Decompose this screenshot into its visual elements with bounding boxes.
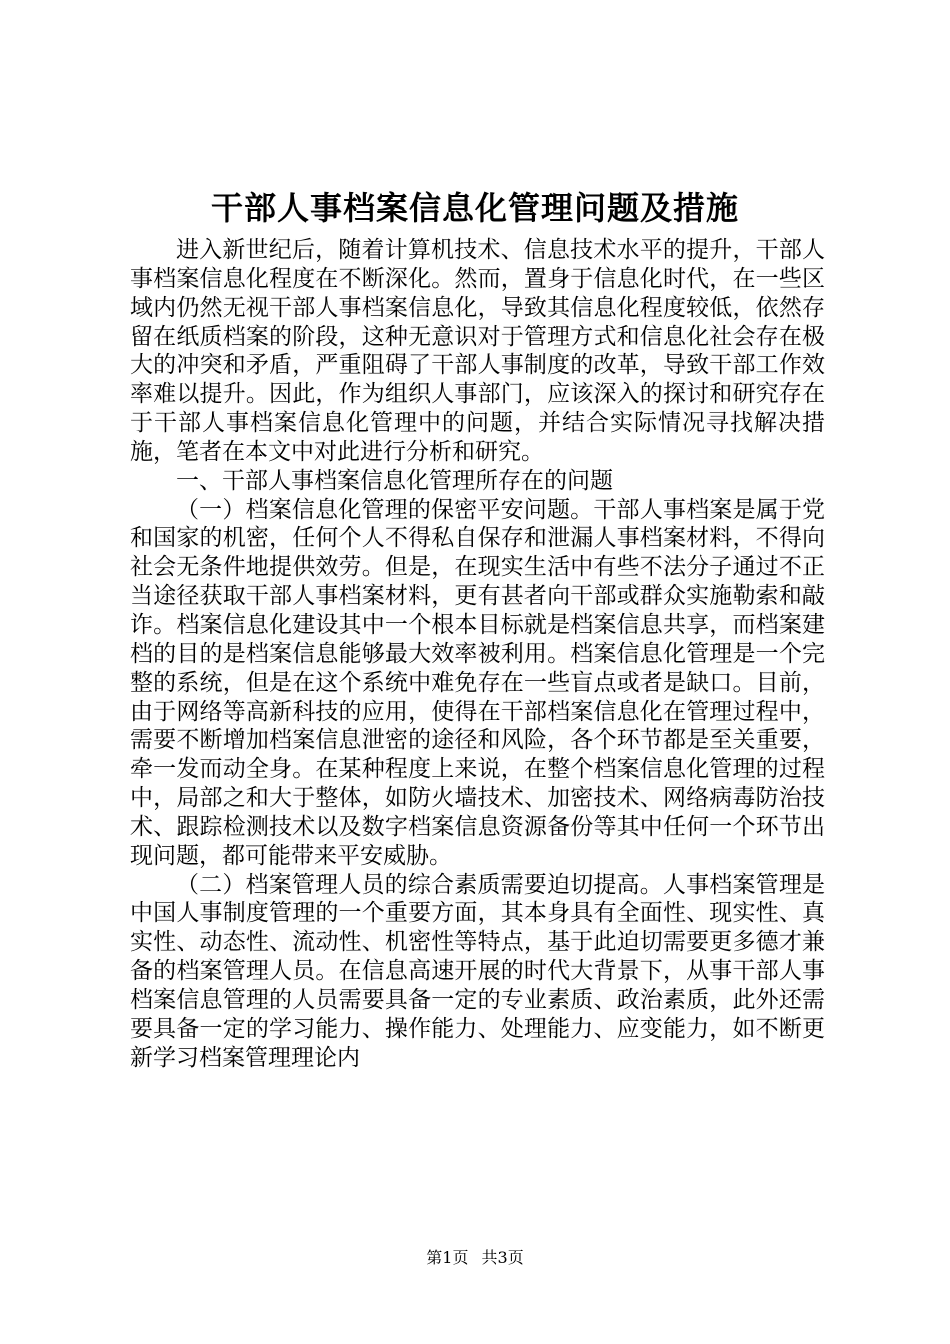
page-footer: [0, 1245, 950, 1268]
document-body: [130, 236, 825, 1072]
paragraph-staff-quality: （二）档案管理人员的综合素质需要迫切提高。人事档案管理是中国人事制度管理的一个重要方面，其本身具有全面性、现实性、真实性、动态性、流动性、机密性等特点，基于此迫切需要更多德才兼备的档案管理人员。在信息高速开展的时代大背景下，从事干部人事档案信息管理的人员需要具备一定的专业素质、政治素质，此外还需要具备一定的学习能力、操作能力、处理能力、应变能力，如不断更新学习档案管理理论内: [130, 871, 825, 1071]
paragraph-security: （一）档案信息化管理的保密平安问题。干部人事档案是属于党和国家的机密，任何个人不得私自保存和泄漏人事档案材料，不得向社会无条件地提供效劳。但是，在现实生活中有些不法分子通过不正当途径获取干部人事档案材料，更有甚者向干部或群众实施勒索和敲诈。档案信息化建设其中一个根本目标就是档案信息共享，而档案建档的目的是档案信息能够最大效率被利用。档案信息化管理是一个完整的系统，但是在这个系统中难免存在一些盲点或者是缺口。目前，由于网络等高新科技的应用，使得在干部档案信息化在管理过程中，需要不断增加档案信息泄密的途径和风险，各个环节都是至关重要，牵一发而动全身。在某种程度上来说，在整个档案信息化管理的过程中，局部之和大于整体，如防火墙技术、加密技术、网络病毒防治技术、跟踪检测技术以及数字档案信息资源备份等其中任何一个环节出现问题，都可能带来平安威胁。: [130, 496, 825, 869]
paragraph-intro: 进入新世纪后，随着计算机技术、信息技术水平的提升，干部人事档案信息化程度在不断深化。然而，置身于信息化时代，在一些区域内仍然无视干部人事档案信息化，导致其信息化程度较低，依然存留在纸质档案的阶段，这种无意识对于管理方式和信息化社会存在极大的冲突和矛盾，严重阻碍了干部人事制度的改革，导致干部工作效率难以提升。因此，作为组织人事部门，应该深入的探讨和研究存在于干部人事档案信息化管理中的问题，并结合实际情况寻找解决措施，笔者在本文中对此进行分析和研究。: [130, 237, 825, 465]
document-title: 干部人事档案信息化管理问题及措施: [210, 189, 739, 227]
page-number: 第1页: [426, 1248, 469, 1267]
page-total: 共3页: [481, 1248, 524, 1267]
section-heading: 一、干部人事档案信息化管理所存在的问题: [176, 467, 613, 494]
